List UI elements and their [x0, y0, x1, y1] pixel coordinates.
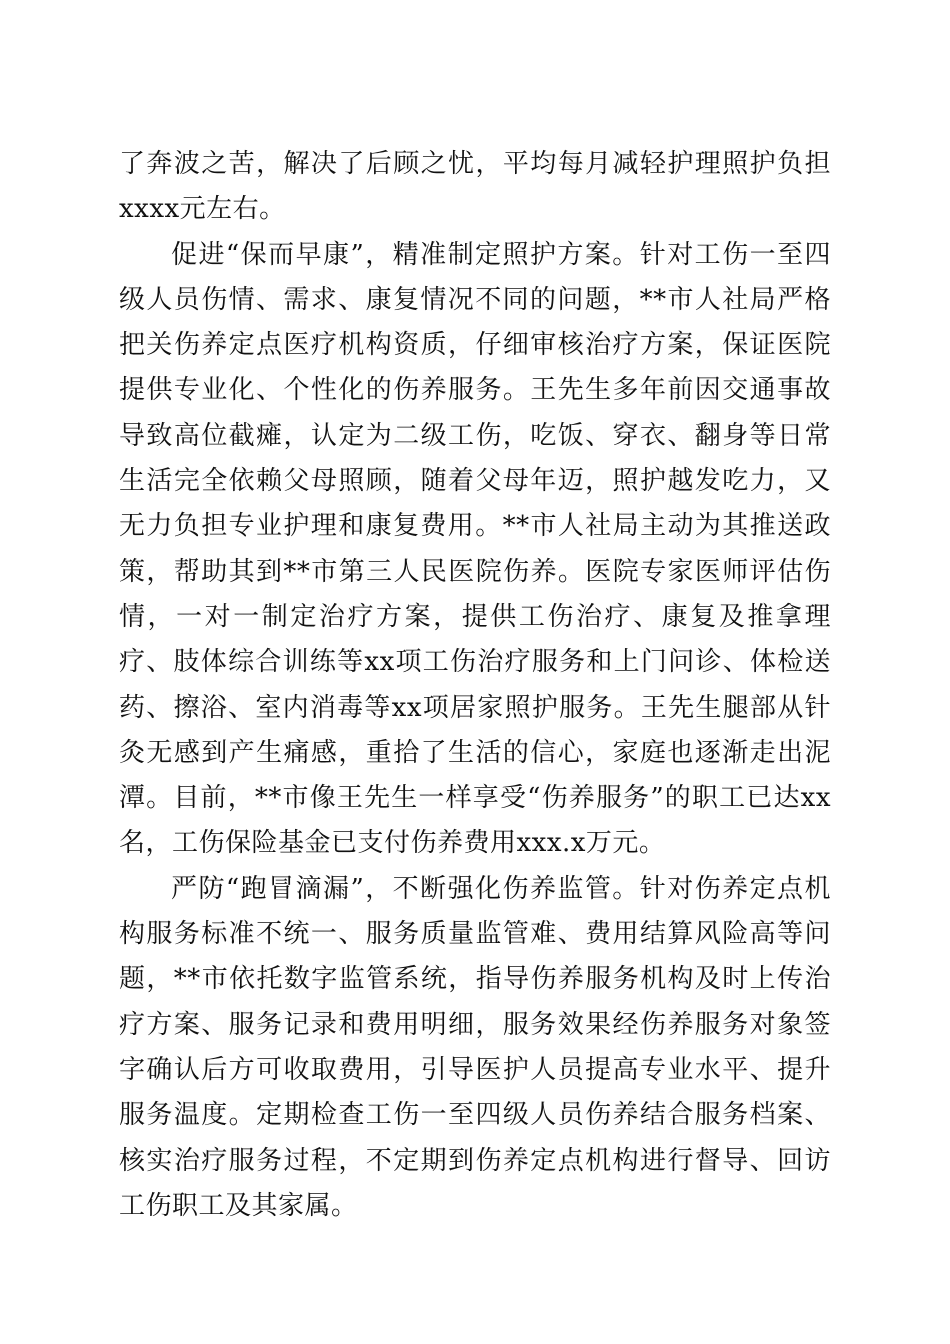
paragraph-rehabilitation-plan: 促进“保而早康”，精准制定照护方案。针对工伤一至四级人员伤情、需求、康复情况不同的问题，**市人社局严格把关伤养定点医疗机构资质，仔细审核治疗方案，保证医院提供专业化、个性化的伤养服务。王先生多年前因交通事故导致高位截瘫，认定为二级工伤，吃饭、穿衣、翻身等日常生活完全依赖父母照顾，随着父母年迈，照护越发吃力，又无力负担专业护理和康复费用。**市人社局主动为其推送政策，帮助其到**市第三人民医院伤养。医院专家医师评估伤情，一对一制定治疗方案，提供工伤治疗、康复及推拿理疗、肢体综合训练等xx项工伤治疗服务和上门问诊、体检送药、擦浴、室内消毒等xx项居家照护服务。王先生腿部从针灸无感到产生痛感，重拾了生活的信心，家庭也逐渐走出泥潭。目前，**市像王先生一样享受“伤养服务”的职工已达xx名，工伤保险基金已支付伤养费用xxx.x万元。 — [119, 239, 831, 859]
body-text — [119, 142, 831, 1229]
paragraph-continuation: 了奔波之苦，解决了后顾之忧，平均每月减轻护理照护负担xxxx元左右。 — [119, 149, 831, 225]
paragraph-supervision: 严防“跑冒滴漏”，不断强化伤养监管。针对伤养定点机构服务标准不统一、服务质量监管难、费用结算风险高等问题，**市依托数字监管系统，指导伤养服务机构及时上传治疗方案、服务记录和费用明细，服务效果经伤养服务对象签字确认后方可收取费用，引导医护人员提高专业水平、提升服务温度。定期检查工伤一至四级人员伤养结合服务档案、核实治疗服务过程，不定期到伤养定点机构进行督导、回访工伤职工及其家属。 — [119, 873, 831, 1221]
